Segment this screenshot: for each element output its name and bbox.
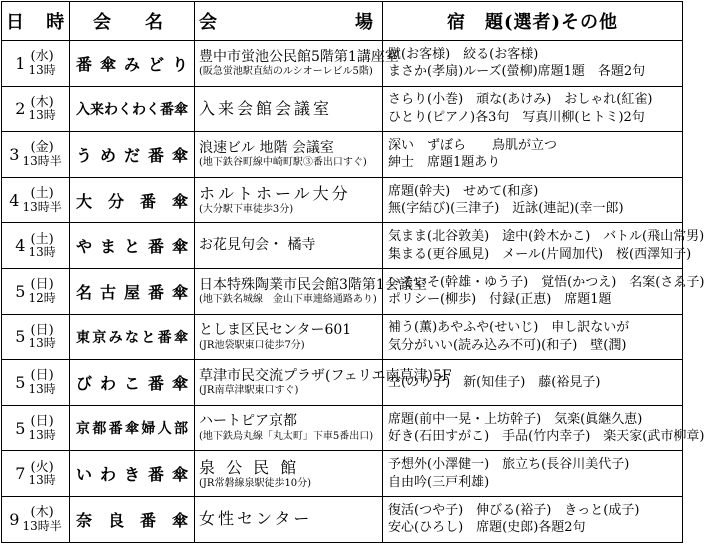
venue-cell xyxy=(195,132,383,178)
venue-name: 草津市民交流プラザ(フェリエ南草津)5F xyxy=(199,367,452,384)
start-time: 12時 xyxy=(28,290,56,305)
notes-cell xyxy=(383,314,683,360)
venue-cell xyxy=(195,41,399,87)
notes-line-2: ひとり(ピアノ)各3句 写真川柳(ヒトミ)2句 xyxy=(388,109,645,125)
schedule-table xyxy=(1,1,704,543)
venue-name: ハートピア京都 xyxy=(199,413,297,430)
meeting-name: 奈良番傘 xyxy=(70,496,195,542)
notes-line-2: まさか(孝扇)ルーズ(螢柳)席題1題 各題2句 xyxy=(388,64,646,80)
venue-name: としま区民センター601 xyxy=(199,322,352,339)
day-number: 5 xyxy=(15,418,26,438)
day-number: 4 xyxy=(15,236,26,256)
start-time: 13時 xyxy=(28,108,56,123)
notes-cell xyxy=(383,360,683,406)
date-cell xyxy=(2,405,70,451)
notes-line-2: 集まる(更谷風見) メール(片岡加代) 桜(西澤知子) xyxy=(388,246,692,262)
table-row xyxy=(2,496,683,542)
notes-cell xyxy=(383,86,683,132)
notes-line-2: ポリシー(柳歩) 付録(正恵) 席題1題 xyxy=(388,292,612,308)
notes-line-1: 席題(前中一晃・上坊幹子) 気楽(眞継久恵) xyxy=(388,411,643,427)
table-row xyxy=(2,405,683,451)
day-number: 5 xyxy=(15,327,26,347)
venue-access: (阪急蛍池駅直結のルシオーレビル5階) xyxy=(199,66,373,78)
weekday: (日) xyxy=(30,277,54,293)
table-row xyxy=(2,314,683,360)
notes-line-1: 予想外(小澤健一) 旅立ち(長谷川美代子) xyxy=(388,457,630,473)
start-time: 13時 xyxy=(28,473,56,488)
notes-line-2: 自由吟(三戸利雄) xyxy=(388,474,490,490)
date-cell xyxy=(2,314,70,360)
meeting-name: 入来わくわく番傘 xyxy=(70,86,195,132)
start-time: 13時半 xyxy=(22,199,62,214)
meeting-name: びわこ番傘 xyxy=(70,360,195,406)
meeting-name: やまと番傘 xyxy=(70,223,195,269)
date-cell xyxy=(2,360,70,406)
weekday: (日) xyxy=(30,322,54,338)
weekday: (金) xyxy=(30,140,54,156)
start-time: 13時 xyxy=(28,245,56,260)
notes-cell xyxy=(383,496,683,542)
notes-line-1: 復活(つや子) 伸びる(裕子) きっと(成子) xyxy=(388,502,640,518)
start-time: 13時 xyxy=(28,336,56,351)
table-row xyxy=(2,41,683,87)
table-row xyxy=(2,268,683,314)
venue-access: (地下鉄谷町線中崎町駅③番出口すぐ) xyxy=(199,157,367,169)
venue-cell xyxy=(195,177,383,223)
start-time: 13時 xyxy=(28,62,56,77)
start-time: 13時 xyxy=(28,427,56,442)
meeting-name: うめだ番傘 xyxy=(70,132,195,178)
venue-name: 日本特殊陶業市民会館3階第1会議室 xyxy=(199,276,427,293)
notes-line-1: 補う(薫)あやふや(せいじ) 申し訳ないが xyxy=(388,320,630,336)
notes-line-2: 無(字結び)(三津子) 近詠(連記)(幸一郎) xyxy=(388,201,624,217)
notes-line-2: 好き(石田すがこ) 手品(竹内幸子) 楽天家(武市柳章) xyxy=(388,429,704,445)
venue-cell xyxy=(195,496,383,542)
header-notes: 宿 題(選者)その他 xyxy=(383,2,683,41)
day-number: 1 xyxy=(15,53,26,73)
venue-cell xyxy=(195,405,383,451)
day-number: 5 xyxy=(15,281,26,301)
notes-cell xyxy=(383,41,683,87)
date-cell xyxy=(2,86,70,132)
venue-cell xyxy=(195,268,427,314)
venue-name: 浪速ビル 地階 会議室 xyxy=(199,139,334,156)
venue-cell xyxy=(195,314,383,360)
date-cell xyxy=(2,223,70,269)
notes-line-2: 安心(ひろし) 席題(史郎)各題2句 xyxy=(388,520,586,536)
date-cell xyxy=(2,41,70,87)
weekday: (火) xyxy=(30,459,54,475)
notes-cell xyxy=(383,405,704,451)
header-name: 会 名 xyxy=(70,2,195,41)
notes-line-2: 気分がいい(読み込み不可)(和子) 壁(潤) xyxy=(388,337,627,353)
start-time: 13時半 xyxy=(22,154,62,168)
table-row xyxy=(2,451,683,497)
date-cell xyxy=(2,451,70,497)
venue-cell xyxy=(195,223,383,269)
venue-name: 入来会館会議室 xyxy=(199,98,333,118)
notes-cell xyxy=(383,177,683,223)
notes-cell xyxy=(383,223,704,269)
table-row xyxy=(2,86,683,132)
day-number: 9 xyxy=(9,509,20,529)
notes-line-1: 深い ずぼら 鳥肌が立つ xyxy=(388,137,558,153)
weekday: (土) xyxy=(30,185,54,201)
venue-name: ホルトホール大分 xyxy=(199,184,351,204)
day-number: 4 xyxy=(9,190,20,210)
day-number: 5 xyxy=(15,372,26,392)
venue-name: 豊中市蛍池公民館5階第1講座室 xyxy=(199,48,399,65)
notes-line-1: さらり(小巻) 頑な(あけみ) おしゃれ(紅雀) xyxy=(388,92,653,108)
meeting-name: 京都番傘婦人部 xyxy=(70,405,195,451)
notes-cell xyxy=(383,268,704,314)
notes-cell xyxy=(383,132,683,178)
table-row xyxy=(2,360,683,406)
notes-line-1: 空(のり子) 新(知佳子) 藤(裕見子) xyxy=(388,374,601,390)
header-date: 日 時 xyxy=(2,2,70,41)
table-row xyxy=(2,177,683,223)
header-row xyxy=(2,2,683,41)
notes-line-1: 蹴(お客様) 絞る(お客様) xyxy=(388,46,539,62)
day-number: 3 xyxy=(9,144,20,164)
date-cell xyxy=(2,132,70,178)
meeting-name: 大分番傘 xyxy=(70,177,195,223)
date-cell xyxy=(2,268,70,314)
venue-cell xyxy=(195,451,383,497)
venue-name: お花見句会・ 橘寺 xyxy=(199,236,316,253)
day-number: 7 xyxy=(15,464,26,484)
date-cell xyxy=(2,496,70,542)
day-number: 2 xyxy=(15,99,26,119)
notes-line-1: 席題(幹夫) せめて(和彦) xyxy=(388,183,539,199)
notes-line-2: 紳士 席題1題あり xyxy=(388,155,501,171)
venue-cell xyxy=(195,360,452,406)
notes-cell xyxy=(383,451,683,497)
venue-cell xyxy=(195,86,383,132)
venue-access: (地下鉄名城線 金山下車連絡通路あり) xyxy=(199,294,377,306)
venue-access: (JR常磐線泉駅徒歩10分) xyxy=(199,477,312,489)
venue-name: 泉 公 民 館 xyxy=(199,457,300,477)
weekday: (日) xyxy=(30,368,54,384)
weekday: (水) xyxy=(30,49,54,65)
weekday: (木) xyxy=(30,505,54,521)
venue-access: (地下鉄烏丸線「丸太町」下車5番出口) xyxy=(199,430,374,442)
date-cell xyxy=(2,177,70,223)
venue-name: 女性センター xyxy=(199,509,313,529)
header-venue: 会 場 xyxy=(195,2,383,41)
meeting-name: 名古屋番傘 xyxy=(70,268,195,314)
venue-access: (JR南草津駅東口すぐ) xyxy=(199,385,299,397)
start-time: 13時 xyxy=(28,381,56,396)
table-row xyxy=(2,223,683,269)
weekday: (土) xyxy=(30,231,54,247)
venue-access: (JR池袋駅東口徒歩7分) xyxy=(199,339,305,351)
table-row xyxy=(2,132,683,178)
meeting-name: いわき番傘 xyxy=(70,451,195,497)
meeting-name: 番傘みどり xyxy=(70,41,195,87)
notes-line-1: いそいそ(幹雄・ゆう子) 覚悟(かつえ) 名案(さゑ子) xyxy=(388,274,704,290)
venue-access: (大分駅下車徒歩3分) xyxy=(199,204,294,216)
weekday: (日) xyxy=(30,413,54,429)
meeting-name: 東京みなと番傘 xyxy=(70,314,195,360)
weekday: (木) xyxy=(30,94,54,110)
notes-line-1: 気まま(北谷敦美) 途中(鈴木かこ) バトル(飛山常男) xyxy=(388,229,704,245)
start-time: 13時半 xyxy=(22,518,62,533)
